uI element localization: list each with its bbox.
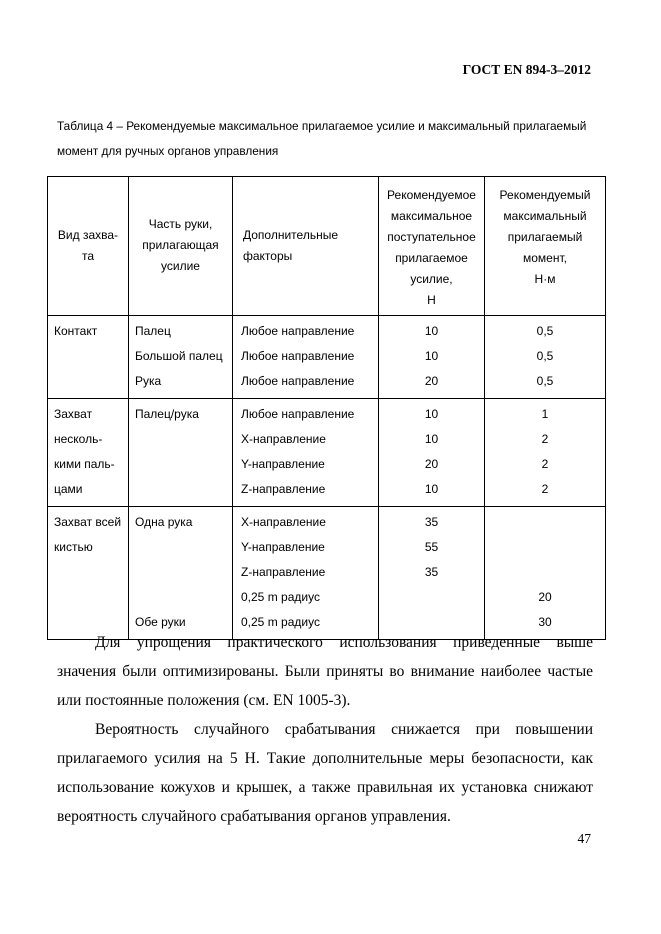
hand-part-cell: Палец Большой палец Рука [129, 316, 233, 399]
force-cell: 10 10 20 10 [379, 399, 485, 507]
col-header-additional-factors: Дополнительные факторы [233, 177, 379, 316]
table-row-several-fingers [48, 399, 606, 507]
page-number: 47 [577, 831, 591, 846]
body-paragraph: Вероятность случайного срабатывания снижается при повышении прилагаемого усилия на 5 Н. Такие дополнительные меры безопасности, как использование кожухов и крышек, а также правильная их установка снижают вероятность случайного срабатывания органов управления. [57, 721, 593, 825]
force-cell: 10 10 20 [379, 316, 485, 399]
force-moment-table [47, 176, 606, 640]
body-text-block [57, 628, 593, 831]
col-header-recommended-force: Рекомендуемое максимальное поступательное прилагаемое усилие, Н [379, 177, 485, 316]
grip-type-cell: Контакт [48, 316, 129, 399]
force-cell: 35 55 35 [379, 507, 485, 640]
grip-type-cell: Захват несколь- кими паль- цами [48, 399, 129, 507]
hand-part-cell: Одна рука Обе руки [129, 507, 233, 640]
col-header-grip-type: Вид захва- та [48, 177, 129, 316]
table-row-contact [48, 316, 606, 399]
factors-cell: Любое направление Любое направление Любое направление [233, 316, 379, 399]
hand-part-cell: Палец/рука [129, 399, 233, 507]
factors-cell: Любое направление X-направление Y-направление Z-направление [233, 399, 379, 507]
moment-cell: 20 30 [485, 507, 606, 640]
col-header-recommended-moment: Рекомендуемый максимальный прилагаемый момент, Н·м [485, 177, 606, 316]
body-paragraph: Для упрощения практического использования приведенные выше значения были оптимизированы. Были приняты во внимание наиболее частые или постоянные положения (см. EN 1005-3). [57, 634, 593, 709]
table-caption: Таблица 4 – Рекомендуемые максимальное прилагаемое усилие и максимальный прилагаемый момент для ручных органов управления [57, 119, 587, 158]
grip-type-cell: Захват всей кистью [48, 507, 129, 640]
moment-cell: 0,5 0,5 0,5 [485, 316, 606, 399]
table-header-row [48, 177, 606, 316]
moment-cell: 1 2 2 2 [485, 399, 606, 507]
col-header-hand-part: Часть руки, прилагающая усилие [129, 177, 233, 316]
factors-cell: X-направление Y-направление Z-направление 0,25 m радиус 0,25 m радиус [233, 507, 379, 640]
table-row-whole-hand [48, 507, 606, 640]
standard-reference-header: ГОСТ EN 894-3–2012 [462, 62, 591, 77]
